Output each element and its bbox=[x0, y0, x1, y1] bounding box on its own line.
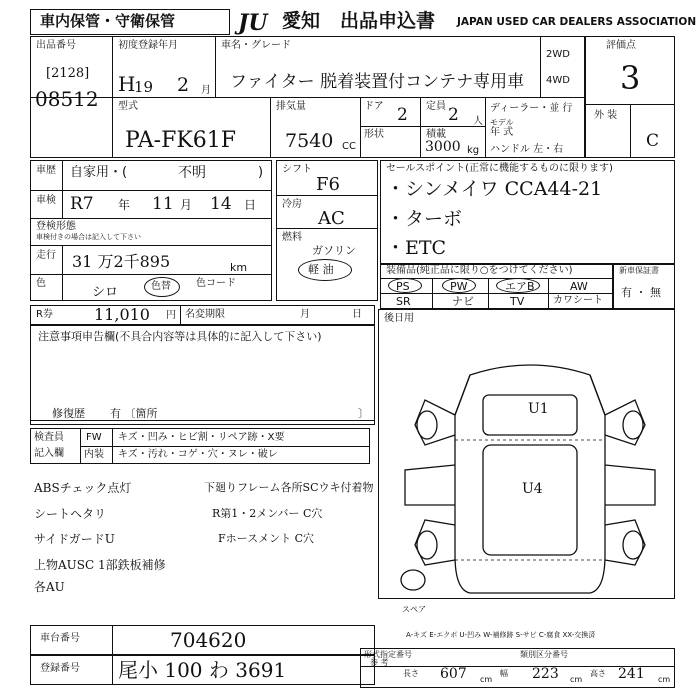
name-change-label: 名変期限 bbox=[185, 309, 225, 320]
ref-label: 参 考 bbox=[370, 658, 389, 667]
sales-point-3: ・ETC bbox=[386, 237, 447, 259]
jouken-sub: 車検付きの場合は記入して下さい bbox=[36, 233, 141, 241]
cert-label: 形式指定番号 bbox=[364, 650, 412, 659]
note-right-1: 下廻りフレーム各所SCウキ付着物 bbox=[204, 481, 374, 494]
inspector-label2: 記入欄 bbox=[34, 448, 64, 459]
diagram-mark-u4: U4 bbox=[522, 481, 543, 497]
exterior-value: C bbox=[646, 131, 660, 151]
dealer-handle: ハンドル 左・右 bbox=[490, 144, 564, 155]
note-line-1: ABSチェック点灯 bbox=[34, 481, 132, 495]
lot-label: 出品番号 bbox=[36, 40, 76, 51]
name-change-day: 日 bbox=[352, 309, 362, 320]
registration-label: 初度登録年月 bbox=[118, 40, 178, 51]
displacement-value: 7540 bbox=[285, 130, 334, 152]
name-change-month: 月 bbox=[300, 309, 310, 320]
damage-legend: A-キズ E-エクボ U-凹み W-補修跡 S-サビ C-腐食 XX-交換済 bbox=[406, 631, 596, 639]
width-label: 幅 bbox=[500, 669, 508, 678]
load-unit: kg bbox=[467, 145, 480, 156]
association-name: JAPAN USED CAR DEALERS ASSOCIATION bbox=[457, 16, 697, 28]
capacity-value: 2 bbox=[448, 105, 459, 125]
mileage-unit: km bbox=[230, 261, 248, 274]
plate-label: 登録番号 bbox=[40, 663, 80, 674]
plate-value: 尾小 100 わ 3691 bbox=[118, 658, 287, 682]
notes-label: 注意事項申告欄(不具合内容等は具体的に記入して下さい) bbox=[38, 330, 322, 343]
height-unit: cm bbox=[658, 675, 671, 684]
grade-label: 評価点 bbox=[606, 40, 636, 51]
shaken-month-unit: 月 bbox=[180, 198, 193, 212]
sales-points-label: セールスポイント(正常に機能するものに限ります) bbox=[386, 163, 613, 174]
diagram-mark-u1: U1 bbox=[528, 401, 549, 417]
inspector-fw: FW bbox=[86, 432, 102, 443]
registration-year: 19 bbox=[134, 78, 154, 96]
dealer-line1: ディーラー・並 行 bbox=[490, 103, 573, 114]
height-value: 241 bbox=[618, 666, 645, 682]
inspector-row2: キズ・汚れ・コゲ・穴・ヌレ・破レ bbox=[118, 449, 278, 460]
equip-pw-circle bbox=[442, 278, 476, 293]
equip-ps: PS bbox=[396, 280, 410, 293]
color-change: 色替 bbox=[151, 281, 171, 292]
inspector-row1: キズ・凹み・ヒビ割・リペア跡・X要 bbox=[118, 432, 285, 443]
length-value: 607 bbox=[440, 666, 467, 682]
repair-label: 修復歴 bbox=[52, 407, 85, 420]
warranty-value: 有 ・ 無 bbox=[621, 286, 661, 299]
ju-logo-text: JU bbox=[238, 10, 268, 36]
capacity-label: 定員 bbox=[426, 101, 446, 112]
color-code-label: 色コード bbox=[196, 278, 236, 289]
equip-airbag: エアB bbox=[505, 280, 535, 293]
model-value: PA-FK61F bbox=[125, 128, 237, 153]
storage-label: 車内保管・守衛保管 bbox=[40, 12, 176, 30]
car-name-label: 車名・グレード bbox=[221, 40, 291, 51]
length-label: 長さ bbox=[403, 669, 419, 678]
drive-2wd: 2WD bbox=[546, 49, 570, 60]
title-prefix: 愛知 bbox=[282, 10, 321, 32]
exterior-label: 外 装 bbox=[594, 110, 618, 121]
aircon-value: AC bbox=[318, 208, 345, 229]
ju-logo bbox=[238, 10, 282, 34]
mileage-label: 走行 bbox=[36, 250, 56, 261]
equip-airbag-circle bbox=[496, 278, 540, 293]
mileage-value: 31 万2千895 bbox=[72, 252, 171, 271]
shaken-day: 14 bbox=[210, 194, 232, 214]
note-line-5: 各AU bbox=[34, 580, 65, 594]
registration-era: H bbox=[118, 72, 136, 96]
load-value: 3000 bbox=[425, 139, 461, 155]
equip-ps-circle bbox=[388, 278, 422, 293]
warranty-label: 新車保証書 bbox=[619, 266, 659, 275]
note-line-3: サイドガードU bbox=[34, 532, 115, 546]
note-right-2: R第1・2メンバー C穴 bbox=[212, 507, 323, 520]
recycle-value: 11,010 bbox=[94, 305, 150, 324]
displacement-label: 排気量 bbox=[276, 101, 306, 112]
shift-value: F6 bbox=[316, 174, 340, 195]
note-line-2: シートヘタリ bbox=[34, 507, 107, 521]
color-value: シロ bbox=[92, 285, 119, 300]
doors-label: ドア bbox=[364, 101, 384, 112]
width-unit: cm bbox=[570, 675, 583, 684]
length-unit: cm bbox=[480, 675, 493, 684]
sales-point-2: ・ターボ bbox=[386, 208, 463, 230]
drive-4wd: 4WD bbox=[546, 75, 570, 86]
history-value: 自家用・( bbox=[70, 165, 128, 180]
repair-close: 〕 bbox=[358, 407, 369, 420]
shaken-era: R7 bbox=[70, 194, 94, 214]
shift-label: シフト bbox=[282, 164, 312, 175]
note-line-4: 上物AUSC 1部鉄板補修 bbox=[34, 558, 166, 572]
load-label: 積載 bbox=[426, 129, 446, 140]
equip-kawa-seat: カワシート bbox=[553, 295, 603, 306]
dealer-year-label: 年 式 bbox=[490, 127, 514, 138]
equip-navi: ナビ bbox=[452, 295, 474, 308]
model-label: 型式 bbox=[118, 101, 138, 112]
shape-label: 形状 bbox=[364, 129, 384, 140]
history-close: ) bbox=[258, 165, 264, 180]
fuel-label: 燃料 bbox=[282, 232, 302, 243]
chassis-label: 車台番号 bbox=[40, 633, 80, 644]
class-label: 類別区分番号 bbox=[520, 650, 568, 659]
sales-point-1: ・シンメイワ CCA44-21 bbox=[386, 178, 603, 200]
color-label: 色 bbox=[36, 278, 46, 289]
shaken-year-unit: 年 bbox=[118, 198, 131, 212]
shaken-month: 11 bbox=[152, 194, 174, 214]
jouken-label: 登検形態 bbox=[36, 221, 76, 232]
recycle-unit: 円 bbox=[166, 310, 176, 321]
page-title: 出品申込書 bbox=[340, 10, 436, 32]
registration-month: 2 bbox=[177, 74, 190, 96]
recycle-label: R券 bbox=[36, 309, 53, 320]
history-label: 車歴 bbox=[36, 165, 56, 176]
equip-pw: PW bbox=[450, 280, 468, 293]
equip-aw: AW bbox=[570, 280, 588, 293]
capacity-unit: 人 bbox=[473, 116, 483, 127]
spare-label: スペア bbox=[402, 605, 426, 614]
repair-value: 有 〔箇所 bbox=[110, 407, 158, 420]
width-value: 223 bbox=[532, 666, 559, 682]
later-input-label: 後日用 bbox=[384, 313, 414, 324]
grade-value: 3 bbox=[620, 59, 641, 97]
equip-tv: TV bbox=[510, 295, 525, 308]
chassis-value: 704620 bbox=[170, 628, 247, 652]
doors-value: 2 bbox=[397, 105, 408, 125]
displacement-unit: CC bbox=[342, 141, 356, 152]
lot-number: 08512 bbox=[35, 87, 99, 111]
height-label: 高さ bbox=[590, 669, 606, 678]
aircon-label: 冷房 bbox=[282, 199, 302, 210]
registration-month-unit: 月 bbox=[201, 85, 211, 96]
inspector-interior: 内装 bbox=[84, 449, 104, 460]
history-unknown: 不明 bbox=[178, 165, 206, 181]
lot-bracket-number: [2128] bbox=[46, 66, 90, 81]
note-right-3: Fホースメント C穴 bbox=[218, 532, 314, 545]
car-name-value: ファイター 脱着装置付コンテナ専用車 bbox=[230, 72, 525, 92]
equip-sr: SR bbox=[396, 295, 411, 308]
fuel-diesel: 軽 油 bbox=[308, 263, 334, 276]
inspector-label1: 検査員 bbox=[34, 432, 64, 443]
equipment-label: 装備品(純正品に限り○をつけてください) bbox=[386, 265, 573, 276]
shaken-label: 車検 bbox=[36, 195, 56, 206]
dealer-model-label: モデル bbox=[490, 118, 514, 127]
shaken-day-unit: 日 bbox=[244, 198, 257, 212]
fuel-gasoline: ガソリン bbox=[312, 244, 356, 257]
